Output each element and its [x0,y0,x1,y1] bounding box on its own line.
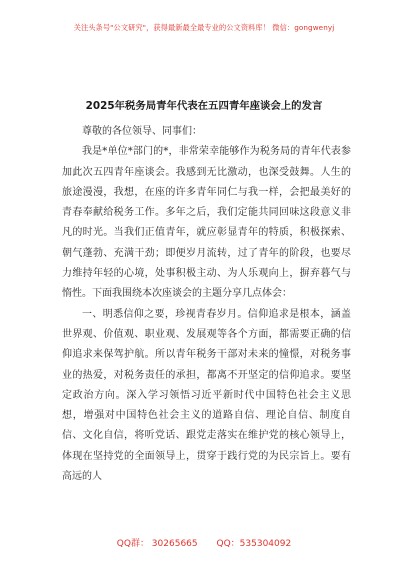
document-body [62,122,351,487]
paragraph-intro: 我是*单位*部门的*，非常荣幸能够作为税务局的青年代表参加此次五四青年座谈会。我感到无比激动，也深受鼓舞。人生的旅途漫漫，我想，在座的许多青年同仁与我一样，会把最美好的青春奉献给税务工作。多年之后，我们定能共同回味这段意义非凡的时光。当我们正值青年，就应彰显青年的特质，积极探索、朝气蓬勃、充满干劲；即便岁月流转，过了青年的阶段，也要尽力维持年轻的心境，处事积极主动、为人乐观向上，摒弃暮气与惰性。下面我围绕本次座谈会的主题分享几点体会： [62,146,351,300]
footer-qq: QQ：535304092 [216,539,292,549]
document-title: 2025年税务局青年代表在五四青年座谈会上的发言 [85,100,323,112]
paragraph-section-1: 一、明悉信仰之要，珍视青春岁月。信仰追求是根本，涵盖世界观、价值观、职业观、发展观等各个方面，都需要正确的信仰追求来保驾护航。所以青年税务干部对未来的憧憬，对税务事业的热爱，对税务责任的承担，都离不开坚定的信仰追求。要坚定政治方向。深入学习领悟习近平新时代中国特色社会主义思想，增强对中国特色社会主义的道路自信、理论自信、制度自信、文化自信，将听党话、跟党走落实在维护党的核心领导上，体现在坚持党的全面领导上，贯穿于践行党的为民宗旨上。要有高远的人 [62,308,351,483]
footer-contact [0,536,408,549]
footer-qq-group: QQ群： 30265665 [116,539,198,549]
promo-banner: 关注头条号"公文研究"，获得最新最全最专业的公文资料库！ 微信：gongwenyj [73,23,335,32]
greeting: 尊敬的各位领导、同事们： [82,126,202,137]
